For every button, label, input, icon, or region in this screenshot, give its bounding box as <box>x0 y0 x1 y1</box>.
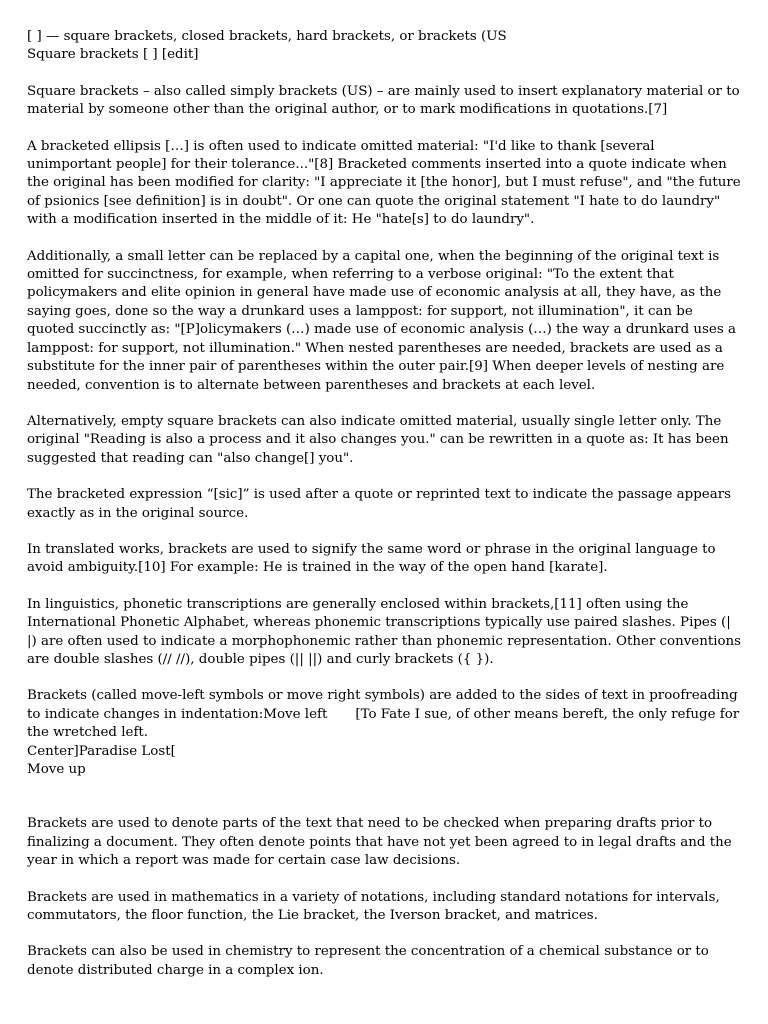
paragraph-capital-letter: Additionally, a small letter can be replaced by a capital one, when the beginning of the original text is omitted for succinctness, for example, when referring to a verbose original: "To the extent that policymakers and elite opinion in general have made use of economic analysis at all, they have, as the saying goes, done so the way a drunkard uses a lamppost: for support, not illumination", it can be quoted succinctly as: "[P]olicymakers (…) made use of economic analysis (…) the way a drunkard uses a lamppost: for support, not illumination." When nested parentheses are needed, brackets are used as a substitute for the inner pair of parentheses within the outer pair.[9] When deeper levels of nesting are needed, convention is to alternate between parentheses and brackets at each level. <box>27 248 736 393</box>
proofreading-block <box>27 687 743 779</box>
document-body <box>27 28 743 998</box>
proofreading-intro-text: Brackets (called move-left symbols or move right symbols) are added to the sides of text in proofreading to indicate changes in indentation:Move left <box>27 688 738 722</box>
paragraph-linguistics: In linguistics, phonetic transcriptions are generally enclosed within brackets,[11] often using the International Phonetic Alphabet, whereas phonemic transcriptions typically use paired slashes. Pipes (| |) are often used to indicate a morphophonemic rather than phonemic representation. Other conventions are double slashes (// //), double pipes (|| ||) and curly brackets ({ }). <box>27 596 742 667</box>
paragraph-ellipsis: A bracketed ellipsis […] is often used to indicate omitted material: "I'd like to thank [several unimportant people] for their tolerance..."[8] Bracketed comments inserted into a quote indicate when the original has been modified for clarity: "I appreciate it [the honor], but I must refuse", and "the future of psionics [see definition] is in doubt". Or one can quote the original statement "I hate to do laundry" with a modification inserted in the middle of it: He "hate[s] to do laundry". <box>27 138 741 228</box>
spacer <box>27 779 743 815</box>
proofreading-center-line: Center]Paradise Lost[ <box>27 743 176 759</box>
paragraph-sic: The bracketed expression “[sic]” is used after a quote or reprinted text to indicate the passage appears exactly as in the original source. <box>27 487 731 521</box>
proofreading-quote: [To Fate I sue, of other means bereft, the only refuge for the wretched left. <box>27 706 740 741</box>
section-heading: Square brackets [ ] [edit] <box>27 47 199 63</box>
paragraph-mathematics: Brackets are used in mathematics in a variety of notations, including standard notations for intervals, commutators, the floor function, the Lie bracket, the Iverson bracket, and matrices. <box>27 889 720 924</box>
proofreading-move-up: Move up <box>27 762 86 777</box>
paragraph-empty-brackets: Alternatively, empty square brackets can also indicate omitted material, usually single letter only. The original "Reading is also a process and it also changes you." can be rewritten in a quote as: It has been suggested that reading can "also change[] you". <box>27 413 729 466</box>
spacer <box>27 65 743 83</box>
header-line: [ ] — square brackets, closed brackets, hard brackets, or brackets (US <box>27 29 507 44</box>
paragraph-drafts: Brackets are used to denote parts of the text that need to be checked when preparing drafts prior to finalizing a document. They often denote points that have not yet been agreed to in legal drafts and the year in which a report was made for certain case law decisions. <box>27 816 732 869</box>
proofreading-intro <box>27 687 743 742</box>
paragraph-chemistry: Brackets can also be used in chemistry to represent the concentration of a chemical substance or to denote distributed charge in a complex ion. <box>27 944 709 978</box>
paragraph-translation: In translated works, brackets are used to signify the same word or phrase in the original language to avoid ambiguity.[10] For example: He is trained in the way of the open hand [karate]. <box>27 541 716 576</box>
paragraph-intro: Square brackets – also called simply brackets (US) – are mainly used to insert explanatory material or to material by someone other than the original author, or to mark modifications in quotations.[7] <box>27 83 740 118</box>
